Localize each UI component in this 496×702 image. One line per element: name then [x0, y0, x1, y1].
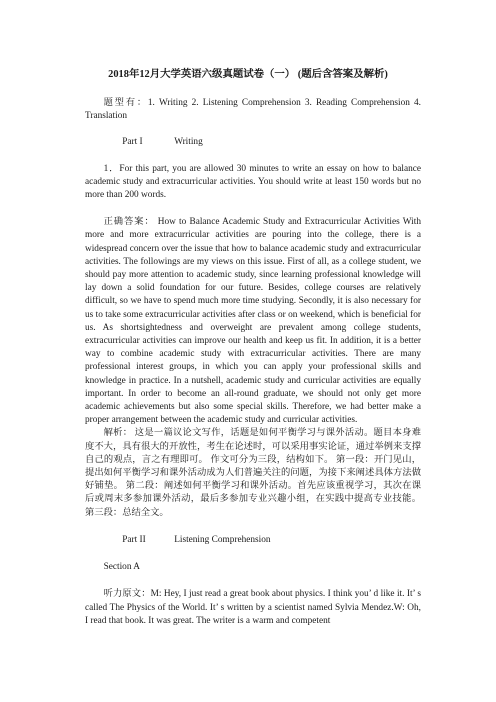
part2-name: Listening Comprehension — [174, 534, 271, 545]
part2-heading — [85, 534, 421, 547]
part1-label: Part I — [122, 137, 143, 148]
analysis-text: 解析： 这是一篇议论文写作，话题是如何平衡学习与课外活动。题目本身难度不大，具有很大的开放性，考生在论述时，可以采用事实论证，通过举例来支撑自己的观点，言之有理即可。 作文可分为三段，结构如下。 第一段：开门见山，提出如何平衡学习和课外活动成为人们普遍关注的问题，为接下来阐述具体方法做好铺垫。 第二段：阐述如何平衡学习和课外活动。首先应该重视学习，其次在课后或周末多参加课外活动，最后多参加专业兴趣小组，在实践中提高专业技能。 第三段：总结全文。 — [85, 428, 421, 518]
part1-heading — [85, 136, 421, 149]
question-1: 1．For this part, you are allowed 30 minutes to write an essay on how to balance academic study and extracurricular activities. You should write at least 150 words but no more than 200 words. — [85, 163, 421, 201]
question-types: 题型有：1. Writing 2. Listening Comprehension 3. Reading Comprehension 4. Translation — [85, 98, 421, 122]
part1-name: Writing — [174, 137, 203, 148]
answer-text: 正确答案： How to Balance Academic Study and Extracurricular Activities With more and more extracurricular activities are pouring into the college, there is a widespread concern over the issue that how to balance academic study and extracurricular activities. The followings are my views on this issue. First of all, as a college student, we should pay more attention to academic study, since learning professional knowledge will lay down a solid foundation for our future. Besides, college courses are relatively difficult, so we have to spend much more time studying. Secondly, it is also necessary for us to take some extracurricular activities after class or on weekend, which is beneficial for us. As shortsightedness and overweight are prevalent among college students, extracurricular activities can improve our health and keep us fit. In addition, it is a better way to combine academic study with extracurricular activities. There are many professional interest groups, in which you can apply your professional skills and knowledge in practice. In a nutshell, academic study and curricular activities are equally important. In order to become an all-round graduate, we should not only get more academic achievements but also some special skills. Therefore, we had better make a proper arrangement between the academic study and curricular activities. — [85, 217, 421, 426]
part2-label: Part II — [122, 534, 146, 545]
section-a-heading: Section A — [103, 562, 141, 573]
document-title: 2018年12月大学英语六级真题试卷（一） (题后含答案及解析) — [108, 69, 388, 80]
listening-transcript: 听力原文：M: Hey, I just read a great book about physics. I think you’ d like it. It’ s called The Physics of the World. It’ s written by a scientist named Sylvia Mendez.W: Oh, I read that book. It was great. The writer is a warm and competent — [85, 589, 421, 626]
